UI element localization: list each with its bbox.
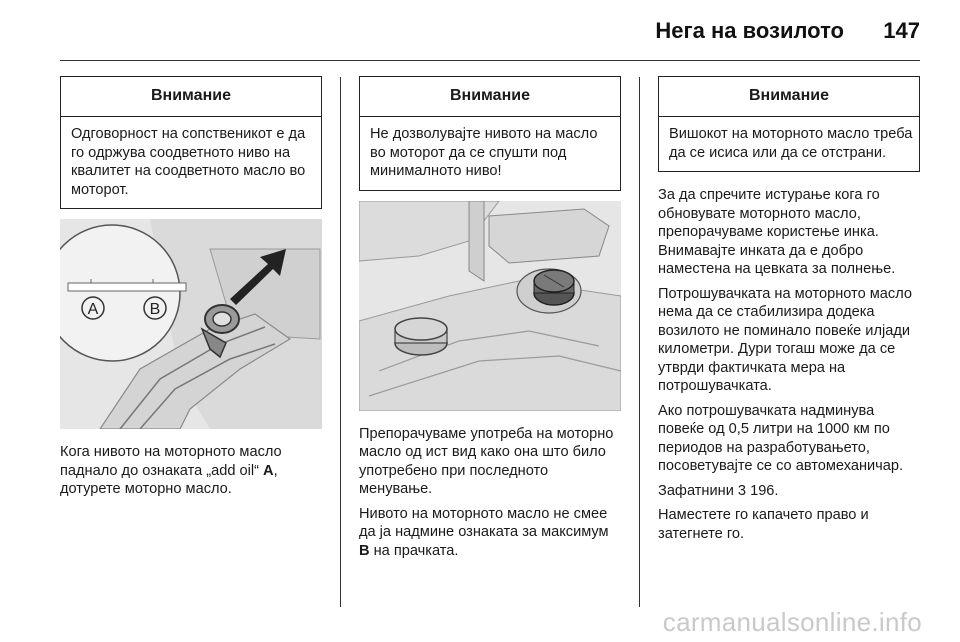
warning-box-3 [658,76,920,172]
paragraph-cap: Наместете го капачето право и затегнете го. [658,507,869,542]
dipstick-drawing [60,219,322,429]
paragraph-excess-consumption: Ако потрошувачката надминува повеќе од 0,5 литри на 1000 км по периодов на разработувањето, посоветувајте се со автомеханичар. [658,402,904,474]
column-2 [359,76,621,566]
column-3 [658,76,920,549]
column-divider-2 [639,77,640,607]
page-header-title: Нега на возилото [655,18,844,43]
header-divider [60,60,920,61]
warning-title: Внимание [659,77,919,117]
paragraph-consumption: Потрошувачката на моторното масло нема да се стабилизира додека возилото не поминало повеќе илјади километри. Дури тогаш може да се утврди фактичката мера на потрошувачката. [658,285,912,394]
oil-filler-cap-illustration [359,201,621,411]
warning-text: Вишокот на моторното масло треба да се исиса или да се отстрани. [669,126,913,161]
warning-box-1 [60,76,322,209]
paragraph-oil-recommendation: Препорачуваме употреба на моторно масло од ист вид како она што било употребено при последното менување. [359,425,614,497]
warning-text: Одговорност на сопственикот е да го одржува соодветното ниво на квалитет на соодветното масло во моторот. [71,126,306,198]
warning-text: Не дозволувајте нивото на масло во моторот да се спушти под минималното ниво! [370,126,598,179]
watermark: carmanualsonline.info [662,607,922,637]
dipstick-illustration [60,219,322,429]
page-number: 147 [883,18,920,43]
column-divider-1 [340,77,341,607]
column-1 [60,76,322,505]
warning-box-2 [359,76,621,191]
engine-bay-drawing [359,201,621,411]
marker-label-a: A [87,301,99,318]
marker-label-b: B [149,301,161,318]
paragraph-capacities: Зафатнини 3 196. [658,482,779,499]
warning-title: Внимание [61,77,321,117]
paragraph-add-oil: Кога нивото на моторното масло паднало до ознаката „add oil“ A, дотурете моторно масло. [60,444,282,497]
page-reference-link[interactable]: 3 196. [737,482,779,499]
paragraph-max-level: Нивото на моторното масло не смее да ја надмине ознаката за максимум B на прачката. [359,505,609,559]
warning-title: Внимание [360,77,620,117]
paragraph-funnel: За да спречите истурање кога го обновувате моторното масло, препорачуваме користење инка. Внимавајте инката да е добро наместена на цевката за полнење. [658,187,896,277]
